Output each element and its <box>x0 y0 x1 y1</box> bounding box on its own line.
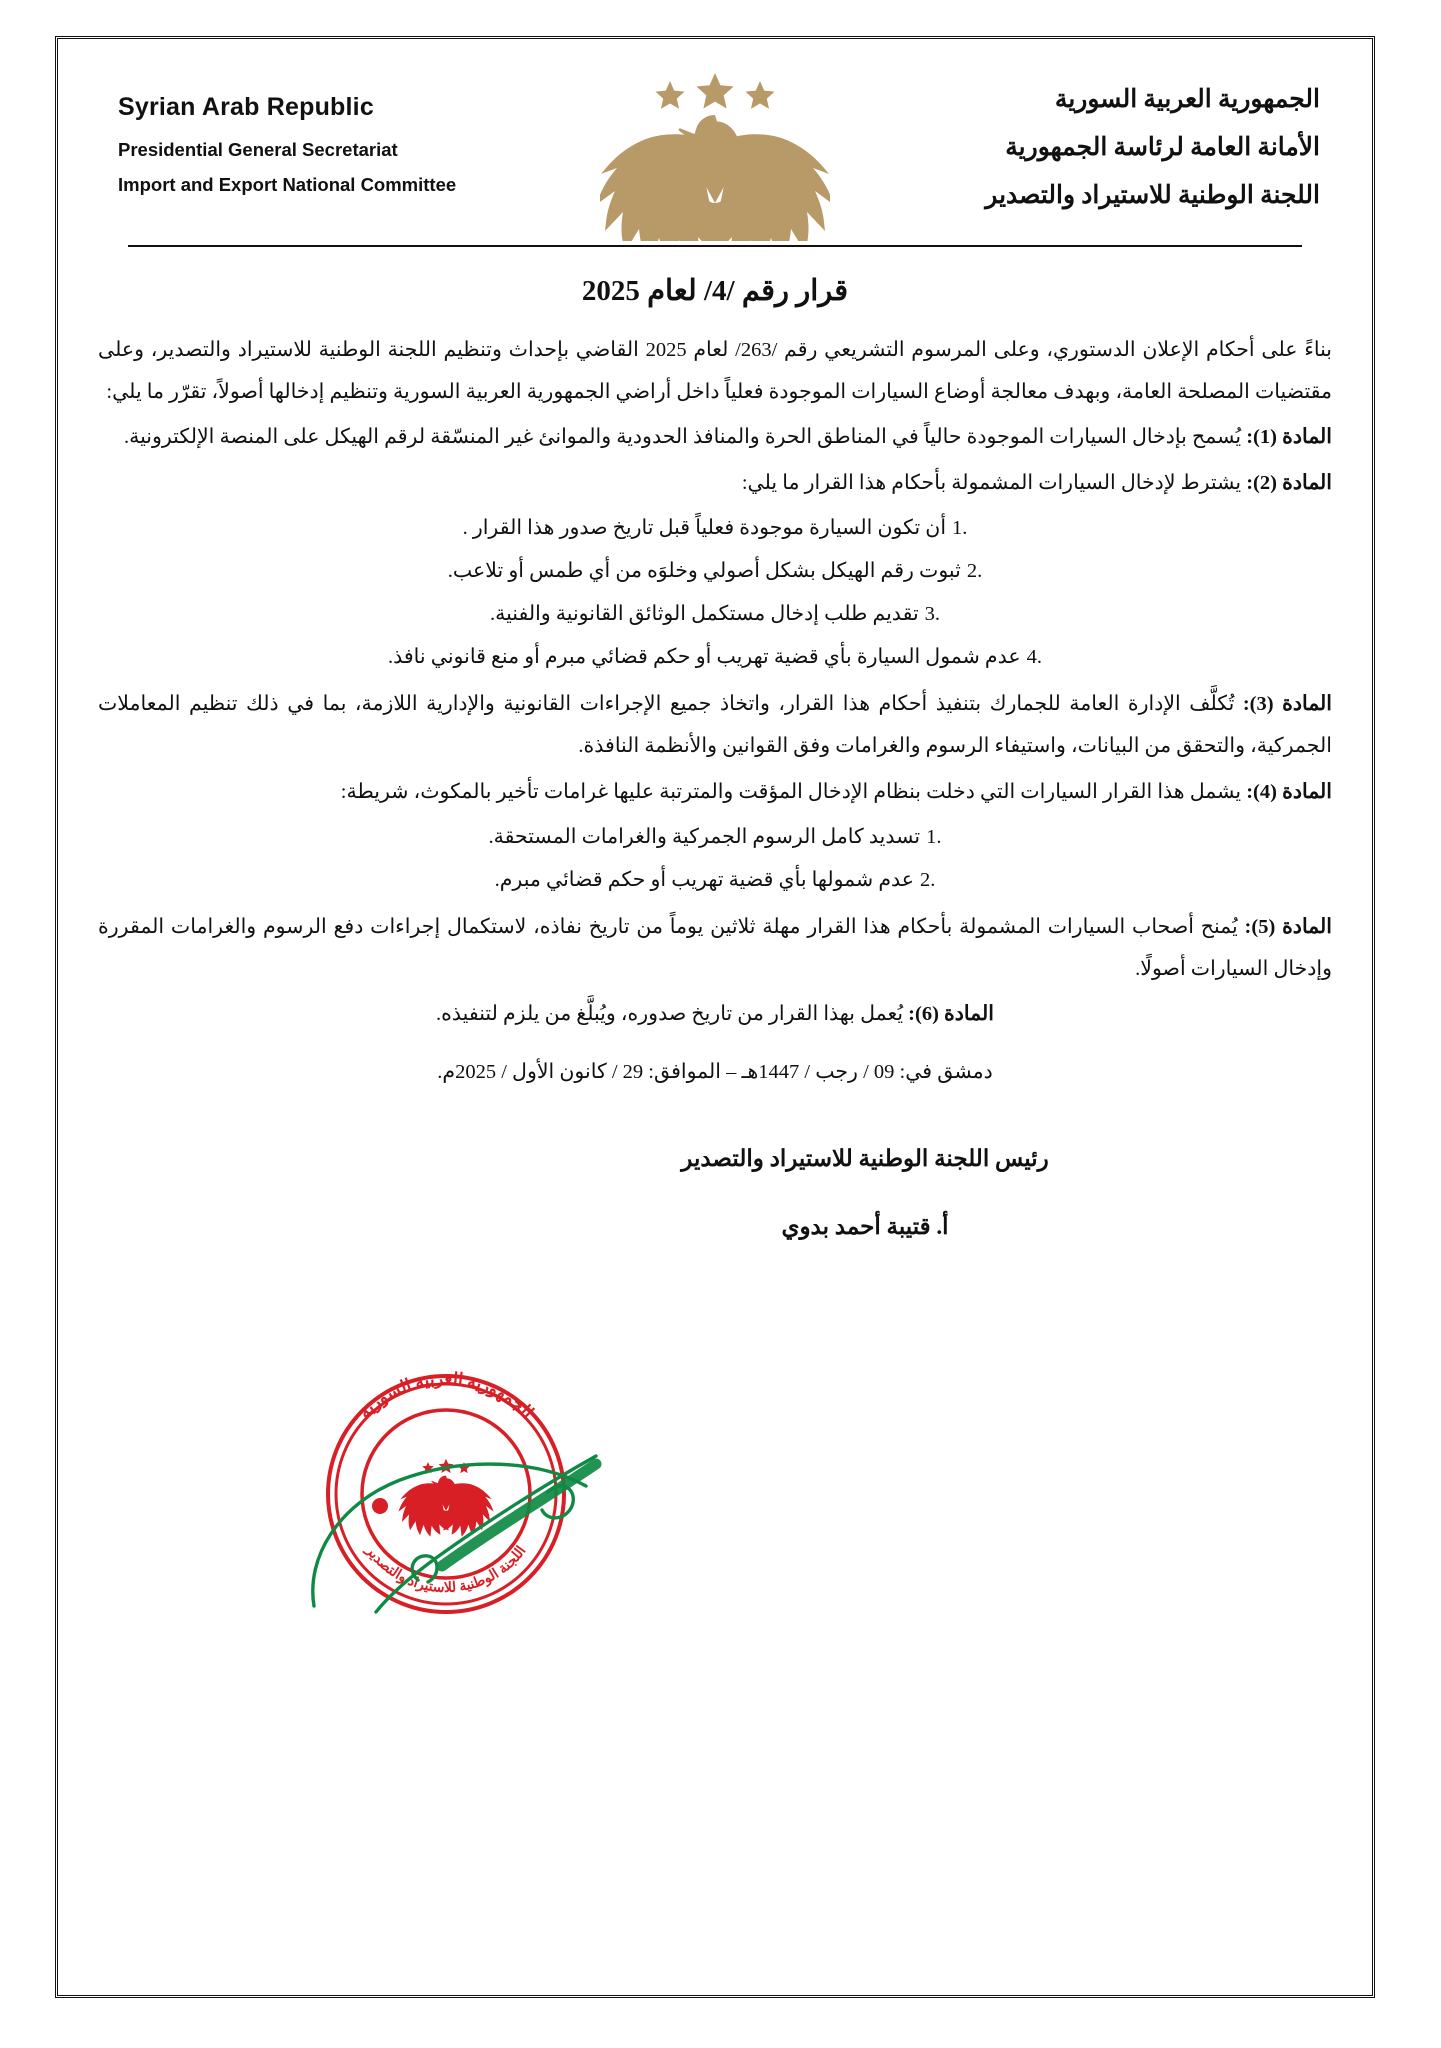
header-arabic-block <box>985 61 1338 226</box>
article-2-label: المادة (2): <box>1246 471 1332 494</box>
article-4-conditions-list <box>98 817 1332 901</box>
article-6 <box>98 994 1332 1036</box>
list-item: .1أن تكون السيارة موجودة فعلياً قبل تاريخ صدور هذا القرار . <box>462 517 968 540</box>
article-1 <box>98 417 1332 459</box>
article-4-item-2: عدم شمولها بأي قضية تهريب أو حكم قضائي مبرم. <box>494 869 915 892</box>
document-header <box>92 61 1338 241</box>
header-country-name-en: Syrian Arab Republic <box>118 93 374 121</box>
document-page <box>55 36 1375 1998</box>
article-3-text: تُكلَّف الإدارة العامة للجمارك بتنفيذ أحكام هذا القرار، واتخاذ جميع الإجراءات القانونية والإدارية اللازمة، بما في ذلك تنظيم المعاملات الجمركية، والتحقق من البيانات، واستيفاء الرسوم والغرامات وفق القوانين والأنظمة النافذة. <box>98 693 1332 758</box>
article-3-label: المادة (3): <box>1242 693 1332 716</box>
signatory-title: رئيس اللجنة الوطنية للاستيراد والتصدير <box>681 1145 1049 1171</box>
article-2-item-1: أن تكون السيارة موجودة فعلياً قبل تاريخ صدور هذا القرار . <box>462 517 947 540</box>
article-4-item-1: تسديد كامل الرسوم الجمركية والغرامات المستحقة. <box>488 826 921 849</box>
header-secretariat-en: Presidential General Secretariat <box>118 139 398 160</box>
article-2-item-3: تقديم طلب إدخال مستكمل الوثائق القانونية والفنية. <box>489 603 919 626</box>
article-6-label: المادة (6): <box>908 1003 994 1026</box>
article-5-label: المادة (5): <box>1244 916 1332 939</box>
list-item: .3تقديم طلب إدخال مستكمل الوثائق القانونية والفنية. <box>489 603 941 626</box>
list-item: .2عدم شمولها بأي قضية تهريب أو حكم قضائي مبرم. <box>494 869 936 892</box>
header-divider <box>128 245 1302 247</box>
list-item: .1تسديد كامل الرسوم الجمركية والغرامات المستحقة. <box>488 826 942 849</box>
page-title: قرار رقم /4/ لعام 2025 <box>581 275 849 307</box>
article-4-label: المادة (4): <box>1246 780 1332 803</box>
header-committee-ar: اللجنة الوطنية للاستيراد والتصدير <box>985 181 1320 209</box>
document-body <box>92 330 1338 1251</box>
article-2-item-4: عدم شمول السيارة بأي قضية تهريب أو حكم قضائي مبرم أو منع قانوني نافذ. <box>387 646 1021 669</box>
article-2-text: يشترط لإدخال السيارات المشمولة بأحكام هذا القرار ما يلي: <box>741 471 1247 494</box>
seal-inner-text: اللجنة الوطنية للاستيراد والتصدير <box>362 1543 530 1597</box>
signatory-name: أ. قتيبة أحمد بدوي <box>781 1214 949 1240</box>
list-item: .2ثبوت رقم الهيكل بشكل أصولي وخلوَه من أي طمس أو تلاعب. <box>447 560 983 583</box>
signature-block <box>98 1136 1441 1251</box>
seal-outer-text: الجمهورية العربية السورية <box>354 1368 538 1422</box>
article-2 <box>98 463 1332 505</box>
header-english-block <box>92 61 456 209</box>
list-item: .4عدم شمول السيارة بأي قضية تهريب أو حكم قضائي مبرم أو منع قانوني نافذ. <box>387 646 1042 669</box>
article-5 <box>98 907 1332 990</box>
article-4-text: يشمل هذا القرار السيارات التي دخلت بنظام الإدخال المؤقت والمترتبة عليها غرامات تأخير بالمكوث، شريطة: <box>340 780 1247 803</box>
header-committee-en: Import and Export National Committee <box>118 174 457 195</box>
article-4 <box>98 772 1332 814</box>
golden-eagle-emblem-icon <box>600 71 830 241</box>
article-1-text: يُسمح بإدخال السيارات الموجودة حالياً في المناطق الحرة والمنافذ الحدودية والموانئ غير المنسّقة لرقم الهيكل على المنصة الإلكترونية. <box>123 426 1247 449</box>
article-6-text: يُعمل بهذا القرار من تاريخ صدوره، ويُبلَّغ من يلزم لتنفيذه. <box>436 1003 909 1026</box>
article-3 <box>98 684 1332 767</box>
preamble-paragraph: بناءً على أحكام الإعلان الدستوري، وعلى المرسوم التشريعي رقم /263/ لعام 2025 القاضي بإحداث وتنظيم اللجنة الوطنية للاستيراد والتصدير، وعلى مقتضيات المصلحة العامة، وبهدف معالجة أوضاع السيارات الموجودة فعلياً داخل أراضي الجمهورية العربية السورية وتنظيم إدخالها أصولاً، تقرّر ما يلي: <box>98 339 1332 403</box>
article-2-item-2: ثبوت رقم الهيكل بشكل أصولي وخلوَه من أي طمس أو تلاعب. <box>447 560 961 583</box>
article-2-conditions-list <box>98 508 1332 678</box>
header-country-name-ar: الجمهورية العربية السورية <box>1054 86 1320 113</box>
article-1-label: المادة (1): <box>1246 426 1332 449</box>
article-5-text: يُمنح أصحاب السيارات المشمولة بأحكام هذا القرار مهلة ثلاثين يوماً من تاريخ نفاذه، لاستكمال إجراءات دفع الرسوم والغرامات المقررة وإدخال السيارات أصولًا. <box>98 916 1332 980</box>
issue-date-line: دمشق في: 09 / رجب / 1447هـ – الموافق: 29 / كانون الأول / 2025م. <box>437 1061 993 1084</box>
header-secretariat-ar: الأمانة العامة لرئاسة الجمهورية <box>1005 133 1320 161</box>
